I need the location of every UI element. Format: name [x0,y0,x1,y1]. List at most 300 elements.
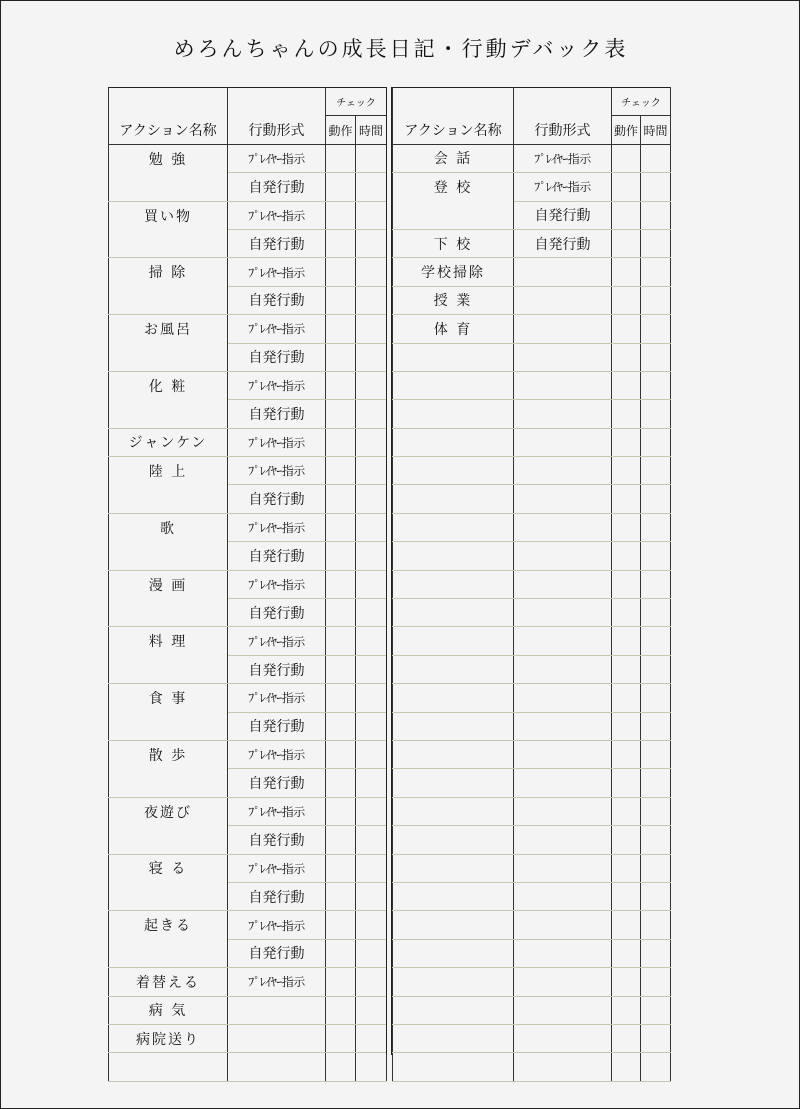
table-row [109,570,387,598]
action-name-cell: ジャンケン [109,428,228,456]
action-type-cell [514,769,612,797]
action-name-cell [393,684,514,712]
action-type-cell: 自発行動 [228,343,326,371]
action-type-cell [514,854,612,882]
header-spacer [393,88,514,116]
action-type-cell: 自発行動 [228,173,326,201]
check-time-cell[interactable] [356,1024,387,1052]
action-name-cell [109,485,228,513]
action-type-cell: ﾌﾟﾚｲﾔｰ指示 [228,144,326,172]
action-name-cell [109,769,228,797]
check-time-cell[interactable] [356,1053,387,1081]
check-time-cell[interactable] [641,599,671,627]
action-type-cell [514,740,612,768]
action-name-cell: 体 育 [393,315,514,343]
check-motion-cell[interactable] [612,968,641,996]
action-type-cell: 自発行動 [228,882,326,910]
action-type-cell: 自発行動 [228,769,326,797]
check-time-cell[interactable] [356,655,387,683]
header-spacer [109,88,228,116]
check-time-cell[interactable] [356,173,387,201]
table-row [109,258,387,286]
table-row [109,1024,387,1052]
action-name-cell [393,854,514,882]
action-name-cell [393,655,514,683]
table-row [109,655,387,683]
check-motion-cell[interactable] [612,485,641,513]
check-time-header: 時間 [641,116,671,144]
action-name-cell: 漫 画 [109,570,228,598]
table-row [109,542,387,570]
action-name-cell [109,542,228,570]
table-row [393,1024,671,1052]
check-motion-cell[interactable] [326,570,356,598]
check-time-cell[interactable] [356,911,387,939]
action-name-cell [393,740,514,768]
check-time-cell[interactable] [641,740,671,768]
table-row [393,797,671,825]
check-motion-cell[interactable] [612,684,641,712]
table-row [393,769,671,797]
action-type-cell: ﾌﾟﾚｲﾔｰ指示 [228,797,326,825]
action-name-cell: 夜遊び [109,797,228,825]
action-name-cell [393,542,514,570]
check-time-header: 時間 [356,116,387,144]
check-time-cell[interactable] [641,627,671,655]
table-row [109,400,387,428]
table-row [393,201,671,229]
action-name-cell: 登 校 [393,173,514,201]
check-motion-cell[interactable] [612,400,641,428]
check-time-cell[interactable] [641,996,671,1024]
table-row [393,371,671,399]
check-motion-cell[interactable] [326,797,356,825]
check-motion-cell[interactable] [612,939,641,967]
table-row [109,627,387,655]
check-time-cell[interactable] [356,684,387,712]
check-motion-cell[interactable] [612,911,641,939]
check-time-cell[interactable] [641,570,671,598]
check-time-cell[interactable] [356,258,387,286]
check-motion-cell[interactable] [326,1053,356,1081]
check-motion-cell[interactable] [326,740,356,768]
action-type-cell: 自発行動 [228,655,326,683]
check-motion-cell[interactable] [612,826,641,854]
action-name-cell [109,173,228,201]
table-row [109,882,387,910]
check-time-cell[interactable] [641,400,671,428]
table-row [109,911,387,939]
check-time-cell[interactable] [356,343,387,371]
action-name-cell [393,882,514,910]
action-name-cell: 料 理 [109,627,228,655]
table-row [393,570,671,598]
table-row [109,485,387,513]
check-time-cell[interactable] [641,854,671,882]
action-type-cell [514,485,612,513]
check-motion-cell[interactable] [326,513,356,541]
check-time-cell[interactable] [356,485,387,513]
check-motion-cell[interactable] [612,1024,641,1052]
action-name-cell [109,400,228,428]
table-row [109,513,387,541]
table-row [393,911,671,939]
check-motion-cell[interactable] [612,371,641,399]
check-time-cell[interactable] [641,684,671,712]
check-time-cell[interactable] [356,769,387,797]
check-motion-cell[interactable] [612,712,641,740]
action-name-cell: 病院送り [109,1024,228,1052]
table-row [109,457,387,485]
action-name-cell: 授 業 [393,286,514,314]
header-spacer [514,88,612,116]
action-name-cell: 寝 る [109,854,228,882]
action-name-cell [393,939,514,967]
check-motion-cell[interactable] [326,968,356,996]
check-time-cell[interactable] [641,173,671,201]
action-type-cell: ﾌﾟﾚｲﾔｰ指示 [228,201,326,229]
action-name-cell [393,371,514,399]
check-motion-cell[interactable] [612,854,641,882]
action-type-cell: 自発行動 [228,599,326,627]
check-time-cell[interactable] [356,599,387,627]
action-name-cell [109,826,228,854]
check-motion-cell[interactable] [612,599,641,627]
table-row [393,655,671,683]
check-time-cell[interactable] [641,457,671,485]
check-time-cell[interactable] [356,400,387,428]
check-motion-cell[interactable] [326,173,356,201]
action-type-cell [514,684,612,712]
action-name-cell [393,201,514,229]
table-row [109,968,387,996]
action-type-cell [514,599,612,627]
action-name-cell: 掃 除 [109,258,228,286]
check-motion-cell[interactable] [326,996,356,1024]
action-name-cell [109,882,228,910]
check-time-cell[interactable] [356,457,387,485]
action-name-cell [393,599,514,627]
table-row [393,343,671,371]
check-time-cell[interactable] [641,712,671,740]
action-type-cell [228,1053,326,1081]
action-type-cell: ﾌﾟﾚｲﾔｰ指示 [228,684,326,712]
action-name-cell: 食 事 [109,684,228,712]
table-row [393,400,671,428]
check-motion-cell[interactable] [326,229,356,257]
check-time-cell[interactable] [356,712,387,740]
check-motion-cell[interactable] [326,655,356,683]
table-row [393,627,671,655]
check-motion-cell[interactable] [612,627,641,655]
action-type-cell [514,457,612,485]
check-time-cell[interactable] [356,797,387,825]
action-type-cell [514,911,612,939]
check-time-cell[interactable] [356,968,387,996]
check-motion-cell[interactable] [612,1053,641,1081]
action-name-cell [393,911,514,939]
action-name-cell: 買い物 [109,201,228,229]
check-motion-cell[interactable] [326,286,356,314]
check-motion-cell[interactable] [612,769,641,797]
table-row [109,229,387,257]
check-motion-cell[interactable] [612,258,641,286]
check-motion-cell[interactable] [326,542,356,570]
check-motion-cell[interactable] [326,939,356,967]
check-time-cell[interactable] [641,655,671,683]
action-name-cell [109,712,228,740]
check-time-cell[interactable] [641,1053,671,1081]
action-name-cell [393,627,514,655]
check-time-cell[interactable] [641,882,671,910]
action-type-cell: 自発行動 [228,229,326,257]
check-time-cell[interactable] [641,968,671,996]
page-title: めろんちゃんの成長日記・行動デバック表 [173,37,629,61]
action-type-cell [514,882,612,910]
action-name-cell [393,513,514,541]
check-motion-cell[interactable] [612,144,641,172]
check-motion-cell[interactable] [326,371,356,399]
action-type-cell: 自発行動 [514,201,612,229]
action-name-cell: 着替える [109,968,228,996]
action-type-cell: ﾌﾟﾚｲﾔｰ指示 [228,258,326,286]
check-time-cell[interactable] [641,769,671,797]
check-motion-cell[interactable] [612,428,641,456]
check-motion-cell[interactable] [326,315,356,343]
table-row [109,599,387,627]
table-row [109,712,387,740]
action-type-cell: 自発行動 [228,400,326,428]
table-row [109,684,387,712]
check-time-cell[interactable] [641,911,671,939]
check-motion-cell[interactable] [612,286,641,314]
check-motion-cell[interactable] [326,712,356,740]
action-name-cell: 会 話 [393,144,514,172]
action-name-cell [109,599,228,627]
table-row [393,229,671,257]
check-time-cell[interactable] [356,201,387,229]
action-type-cell [514,258,612,286]
check-motion-cell[interactable] [612,315,641,343]
check-time-cell[interactable] [641,485,671,513]
check-motion-header: 動作 [326,116,356,144]
action-type-cell: 自発行動 [228,826,326,854]
table-row [393,258,671,286]
table-row [393,315,671,343]
check-motion-cell[interactable] [326,599,356,627]
action-name-header: アクション名称 [393,116,514,144]
action-name-cell [109,286,228,314]
table-row [109,371,387,399]
check-motion-cell[interactable] [326,258,356,286]
action-type-cell [514,286,612,314]
check-motion-cell[interactable] [612,655,641,683]
action-type-header: 行動形式 [228,116,326,144]
action-name-cell [393,485,514,513]
check-time-cell[interactable] [641,428,671,456]
table-row [393,173,671,201]
check-time-cell[interactable] [641,229,671,257]
check-motion-cell[interactable] [326,627,356,655]
action-type-cell: ﾌﾟﾚｲﾔｰ指示 [228,371,326,399]
check-motion-cell[interactable] [326,684,356,712]
table-row [393,939,671,967]
action-name-cell: 学校掃除 [393,258,514,286]
check-time-cell[interactable] [641,343,671,371]
check-motion-cell[interactable] [326,769,356,797]
check-motion-cell[interactable] [326,826,356,854]
action-name-cell [393,457,514,485]
action-name-cell [393,996,514,1024]
check-time-cell[interactable] [356,315,387,343]
check-time-cell[interactable] [356,882,387,910]
table-row [393,854,671,882]
action-type-cell [514,627,612,655]
table-row [109,996,387,1024]
action-type-cell: ﾌﾟﾚｲﾔｰ指示 [228,457,326,485]
check-motion-cell[interactable] [326,201,356,229]
check-motion-cell[interactable] [326,400,356,428]
action-type-cell [514,343,612,371]
check-time-cell[interactable] [641,258,671,286]
table-row [393,882,671,910]
table-row [393,144,671,172]
check-motion-cell[interactable] [612,740,641,768]
action-type-cell: ﾌﾟﾚｲﾔｰ指示 [228,315,326,343]
check-motion-cell[interactable] [612,996,641,1024]
check-time-cell[interactable] [356,939,387,967]
action-type-cell [514,655,612,683]
table-row [109,769,387,797]
table-row [109,854,387,882]
check-header: チェック [612,88,671,116]
action-type-cell: ﾌﾟﾚｲﾔｰ指示 [514,173,612,201]
check-time-cell[interactable] [356,854,387,882]
table-row [109,315,387,343]
check-time-cell[interactable] [356,428,387,456]
check-motion-cell[interactable] [612,343,641,371]
action-type-cell: 自発行動 [228,712,326,740]
check-time-cell[interactable] [641,315,671,343]
table-row [393,485,671,513]
check-time-cell[interactable] [356,627,387,655]
action-name-cell [393,428,514,456]
check-time-cell[interactable] [356,513,387,541]
check-time-cell[interactable] [356,826,387,854]
check-motion-cell[interactable] [612,173,641,201]
check-header: チェック [326,88,387,116]
check-time-cell[interactable] [641,144,671,172]
check-time-cell[interactable] [641,513,671,541]
check-time-cell[interactable] [641,1024,671,1052]
check-time-cell[interactable] [641,797,671,825]
action-name-cell: 起きる [109,911,228,939]
action-name-cell [109,655,228,683]
action-name-cell [393,797,514,825]
check-time-cell[interactable] [356,371,387,399]
check-motion-cell[interactable] [612,201,641,229]
table-row [393,513,671,541]
header-spacer [228,88,326,116]
action-name-cell [109,939,228,967]
check-motion-cell[interactable] [326,343,356,371]
action-name-cell: 病 気 [109,996,228,1024]
action-name-cell [393,769,514,797]
table-row [109,428,387,456]
check-time-cell[interactable] [356,570,387,598]
action-name-cell [393,1053,514,1081]
action-type-cell: ﾌﾟﾚｲﾔｰ指示 [228,968,326,996]
check-motion-cell[interactable] [326,854,356,882]
check-motion-cell[interactable] [326,911,356,939]
action-name-header: アクション名称 [109,116,228,144]
check-motion-cell[interactable] [612,457,641,485]
check-time-cell[interactable] [641,371,671,399]
check-motion-cell[interactable] [612,797,641,825]
table-row [393,542,671,570]
check-time-cell[interactable] [356,740,387,768]
check-time-cell[interactable] [641,286,671,314]
check-time-cell[interactable] [641,201,671,229]
check-motion-cell[interactable] [612,229,641,257]
check-time-cell[interactable] [356,229,387,257]
action-name-cell [393,400,514,428]
right-action-table [392,87,671,1082]
action-type-cell [514,1053,612,1081]
check-time-cell[interactable] [356,286,387,314]
check-motion-cell[interactable] [612,570,641,598]
table-row [393,286,671,314]
check-time-cell[interactable] [641,939,671,967]
table-row [109,740,387,768]
action-name-cell [109,229,228,257]
action-name-cell [393,712,514,740]
action-type-cell: 自発行動 [228,939,326,967]
check-motion-cell[interactable] [326,882,356,910]
check-motion-cell[interactable] [326,1024,356,1052]
action-name-cell: 化 粧 [109,371,228,399]
action-name-cell: 勉 強 [109,144,228,172]
check-time-cell[interactable] [356,542,387,570]
table-row [109,826,387,854]
check-time-cell[interactable] [356,144,387,172]
check-time-cell[interactable] [641,826,671,854]
check-motion-cell[interactable] [326,485,356,513]
action-name-cell: 歌 [109,513,228,541]
check-motion-header: 動作 [612,116,641,144]
table-row [109,173,387,201]
table-row [109,201,387,229]
check-motion-cell[interactable] [612,513,641,541]
check-motion-cell[interactable] [326,144,356,172]
check-motion-cell[interactable] [612,882,641,910]
check-motion-cell[interactable] [612,542,641,570]
check-motion-cell[interactable] [326,457,356,485]
action-type-cell [514,996,612,1024]
table-row [109,797,387,825]
table-row [393,684,671,712]
check-time-cell[interactable] [641,542,671,570]
table-row [393,457,671,485]
check-motion-cell[interactable] [326,428,356,456]
table-row [393,1053,671,1081]
action-type-cell [228,996,326,1024]
table-row [393,996,671,1024]
action-type-cell: ﾌﾟﾚｲﾔｰ指示 [228,740,326,768]
check-time-cell[interactable] [356,996,387,1024]
action-type-cell [514,428,612,456]
action-name-cell [393,1024,514,1052]
